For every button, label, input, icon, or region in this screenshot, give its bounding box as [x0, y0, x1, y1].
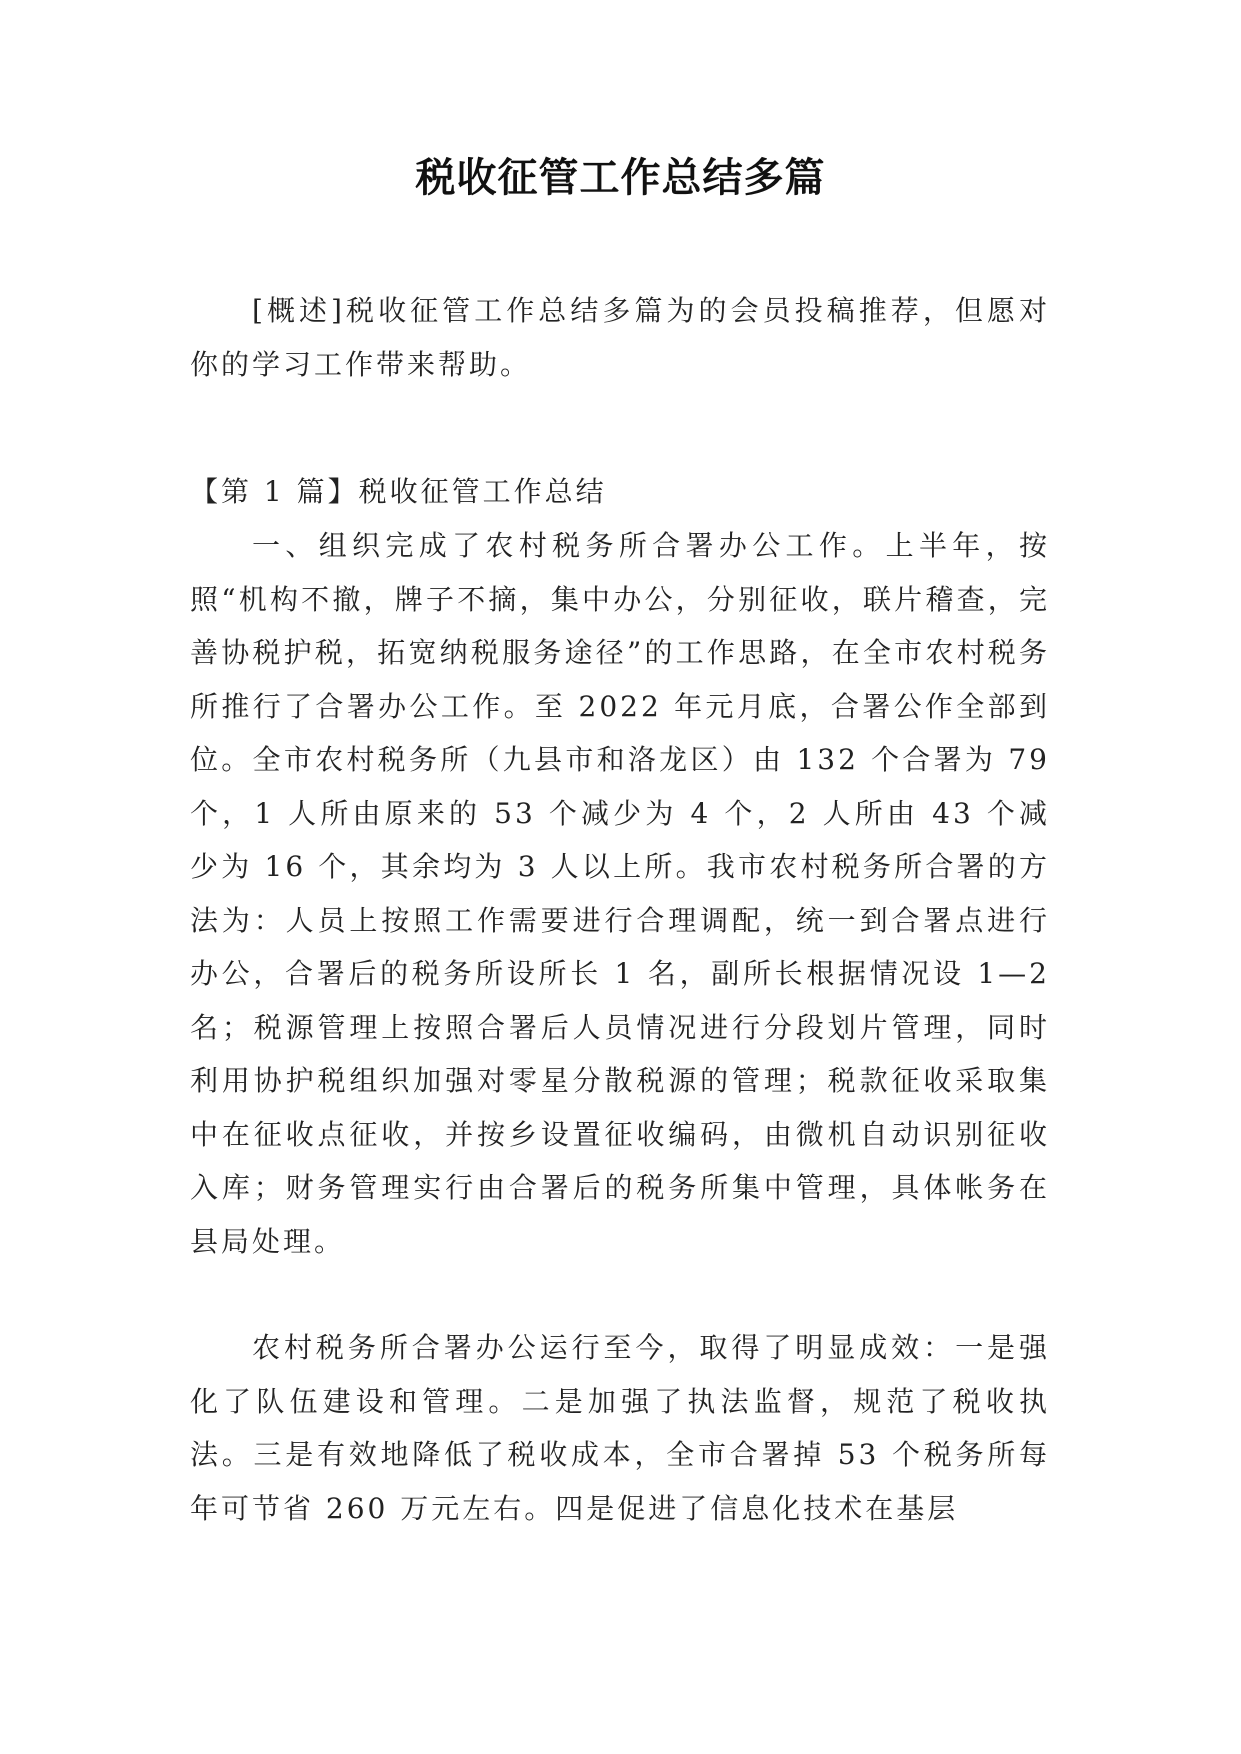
body-paragraph: 农村税务所合署办公运行至今，取得了明显成效：一是强化了队伍建设和管理。二是加强了执法监督，规范了税收执法。三是有效地降低了税收成本，全市合署掉 53 个税务所每年可节省 260 万元左右。四是促进了信息化技术在基层 — [190, 1331, 1050, 1525]
summary-paragraph: [概述]税收征管工作总结多篇为的会员投稿推荐，但愿对你的学习工作带来帮助。 — [190, 294, 1050, 381]
body-paragraph: 一、组织完成了农村税务所合署办公工作。上半年，按照“机构不撤，牌子不摘，集中办公，分别征收，联片稽查，完善协税护税，拓宽纳税服务途径”的工作思路，在全市农村税务所推行了合署办公工作。至 2022 年元月底，合署公作全部到位。全市农村税务所（九县市和洛龙区）由 132 个合署为 79 个，1 人所由原来的 53 个减少为 4 个，2 人所由 43 个减少为 16 个，其余均为 3 人以上所。我市农村税务所合署的方法为：人员上按照工作需要进行合理调配，统一到合署点进行办公，合署后的税务所设所长 1 名，副所长根据情况设 1—2 名；税源管理上按照合署后人员情况进行分段划片管理，同时利用协护税组织加强对零星分散税源的管理；税款征收采取集中在征收点征收，并按乡设置征收编码，由微机自动识别征收入库；财务管理实行由合署后的税务所集中管理，具体帐务在县局处理。 — [190, 529, 1050, 1258]
section-heading: 【第 1 篇】税收征管工作总结 — [190, 475, 607, 508]
document-title: 税收征管工作总结多篇 — [415, 155, 826, 201]
